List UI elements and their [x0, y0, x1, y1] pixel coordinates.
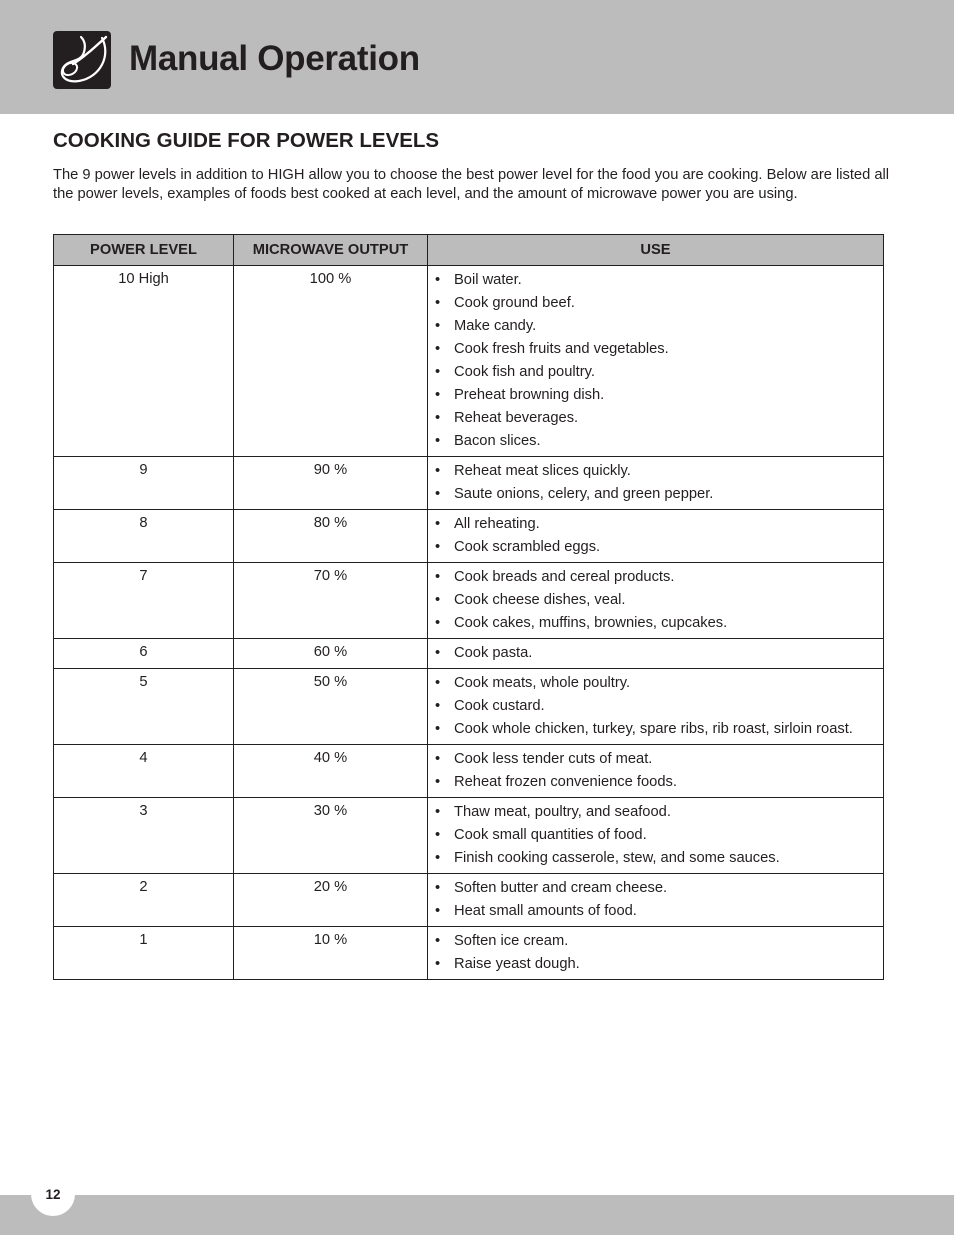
- microwave-output-cell: 40 %: [234, 745, 428, 798]
- use-cell: [428, 874, 884, 927]
- use-list-item: • Cook fresh fruits and vegetables.: [435, 340, 875, 358]
- microwave-output-cell: 30 %: [234, 798, 428, 874]
- use-list-item: • Cook meats, whole poultry.: [435, 674, 875, 692]
- table-row: [54, 874, 884, 927]
- column-header-use: USE: [428, 235, 884, 266]
- power-level-cell: 2: [54, 874, 234, 927]
- microwave-output-cell: 20 %: [234, 874, 428, 927]
- table-row: [54, 266, 884, 457]
- table-body: [54, 266, 884, 980]
- use-list-item: • Saute onions, celery, and green pepper.: [435, 485, 875, 503]
- power-level-cell: 1: [54, 927, 234, 980]
- use-list-item: • Reheat meat slices quickly.: [435, 462, 875, 480]
- intro-paragraph: The 9 power levels in addition to HIGH allow you to choose the best power level for the food you are cooking. Below are listed all the power levels, examples of foods best cooked at each level, and the amount of microwave power you are using.: [53, 167, 890, 202]
- table-row: [54, 669, 884, 745]
- microwave-output-cell: 70 %: [234, 563, 428, 639]
- table-row: [54, 639, 884, 669]
- use-cell: [428, 457, 884, 510]
- power-level-cell: 10 High: [54, 266, 234, 457]
- table-header-row: [54, 235, 884, 266]
- use-list-item: • Finish cooking casserole, stew, and some sauces.: [435, 849, 875, 867]
- table-row: [54, 563, 884, 639]
- use-list-item: • Thaw meat, poultry, and seafood.: [435, 803, 875, 821]
- use-list-item: • Cook less tender cuts of meat.: [435, 750, 875, 768]
- use-list-item: • Bacon slices.: [435, 432, 875, 450]
- power-level-cell: 3: [54, 798, 234, 874]
- spoon-icon: [53, 31, 111, 89]
- power-level-cell: 7: [54, 563, 234, 639]
- power-level-cell: 8: [54, 510, 234, 563]
- power-level-cell: 6: [54, 639, 234, 669]
- use-cell: [428, 510, 884, 563]
- table-row: [54, 457, 884, 510]
- page-number: 12: [45, 1187, 61, 1202]
- use-list-item: • Cook cheese dishes, veal.: [435, 591, 875, 609]
- use-list-item: • Heat small amounts of food.: [435, 902, 875, 920]
- footer-band: [0, 1195, 954, 1235]
- column-header-microwave-output: MICROWAVE OUTPUT: [234, 235, 428, 266]
- use-cell: [428, 745, 884, 798]
- microwave-output-cell: 60 %: [234, 639, 428, 669]
- use-list-item: • Raise yeast dough.: [435, 955, 875, 973]
- use-list-item: • Preheat browning dish.: [435, 386, 875, 404]
- use-list-item: • Cook whole chicken, turkey, spare ribs, rib roast, sirloin roast.: [435, 720, 875, 738]
- microwave-output-cell: 100 %: [234, 266, 428, 457]
- table-row: [54, 927, 884, 980]
- microwave-output-cell: 90 %: [234, 457, 428, 510]
- use-list-item: • Cook small quantities of food.: [435, 826, 875, 844]
- microwave-output-cell: 10 %: [234, 927, 428, 980]
- use-list-item: • Boil water.: [435, 271, 875, 289]
- power-level-cell: 5: [54, 669, 234, 745]
- power-level-cell: 9: [54, 457, 234, 510]
- power-level-table: [53, 234, 884, 980]
- microwave-output-cell: 80 %: [234, 510, 428, 563]
- use-cell: [428, 266, 884, 457]
- column-header-power-level: POWER LEVEL: [54, 235, 234, 266]
- use-cell: [428, 669, 884, 745]
- power-level-cell: 4: [54, 745, 234, 798]
- use-list-item: • Cook cakes, muffins, brownies, cupcakes.: [435, 614, 875, 632]
- table-row: [54, 798, 884, 874]
- use-cell: [428, 563, 884, 639]
- use-cell: [428, 798, 884, 874]
- use-list-item: • All reheating.: [435, 515, 875, 533]
- use-list-item: • Reheat frozen convenience foods.: [435, 773, 875, 791]
- table-row: [54, 510, 884, 563]
- use-cell: [428, 639, 884, 669]
- use-list-item: • Cook custard.: [435, 697, 875, 715]
- page-title: Manual Operation: [129, 39, 420, 78]
- use-list-item: • Cook scrambled eggs.: [435, 538, 875, 556]
- use-list-item: • Cook breads and cereal products.: [435, 568, 875, 586]
- use-cell: [428, 927, 884, 980]
- use-list-item: • Cook fish and poultry.: [435, 363, 875, 381]
- section-heading: COOKING GUIDE FOR POWER LEVELS: [53, 129, 440, 152]
- use-list-item: • Make candy.: [435, 317, 875, 335]
- table-row: [54, 745, 884, 798]
- use-list-item: • Soften butter and cream cheese.: [435, 879, 875, 897]
- use-list-item: • Soften ice cream.: [435, 932, 875, 950]
- use-list-item: • Cook ground beef.: [435, 294, 875, 312]
- use-list-item: • Cook pasta.: [435, 644, 875, 662]
- microwave-output-cell: 50 %: [234, 669, 428, 745]
- use-list-item: • Reheat beverages.: [435, 409, 875, 427]
